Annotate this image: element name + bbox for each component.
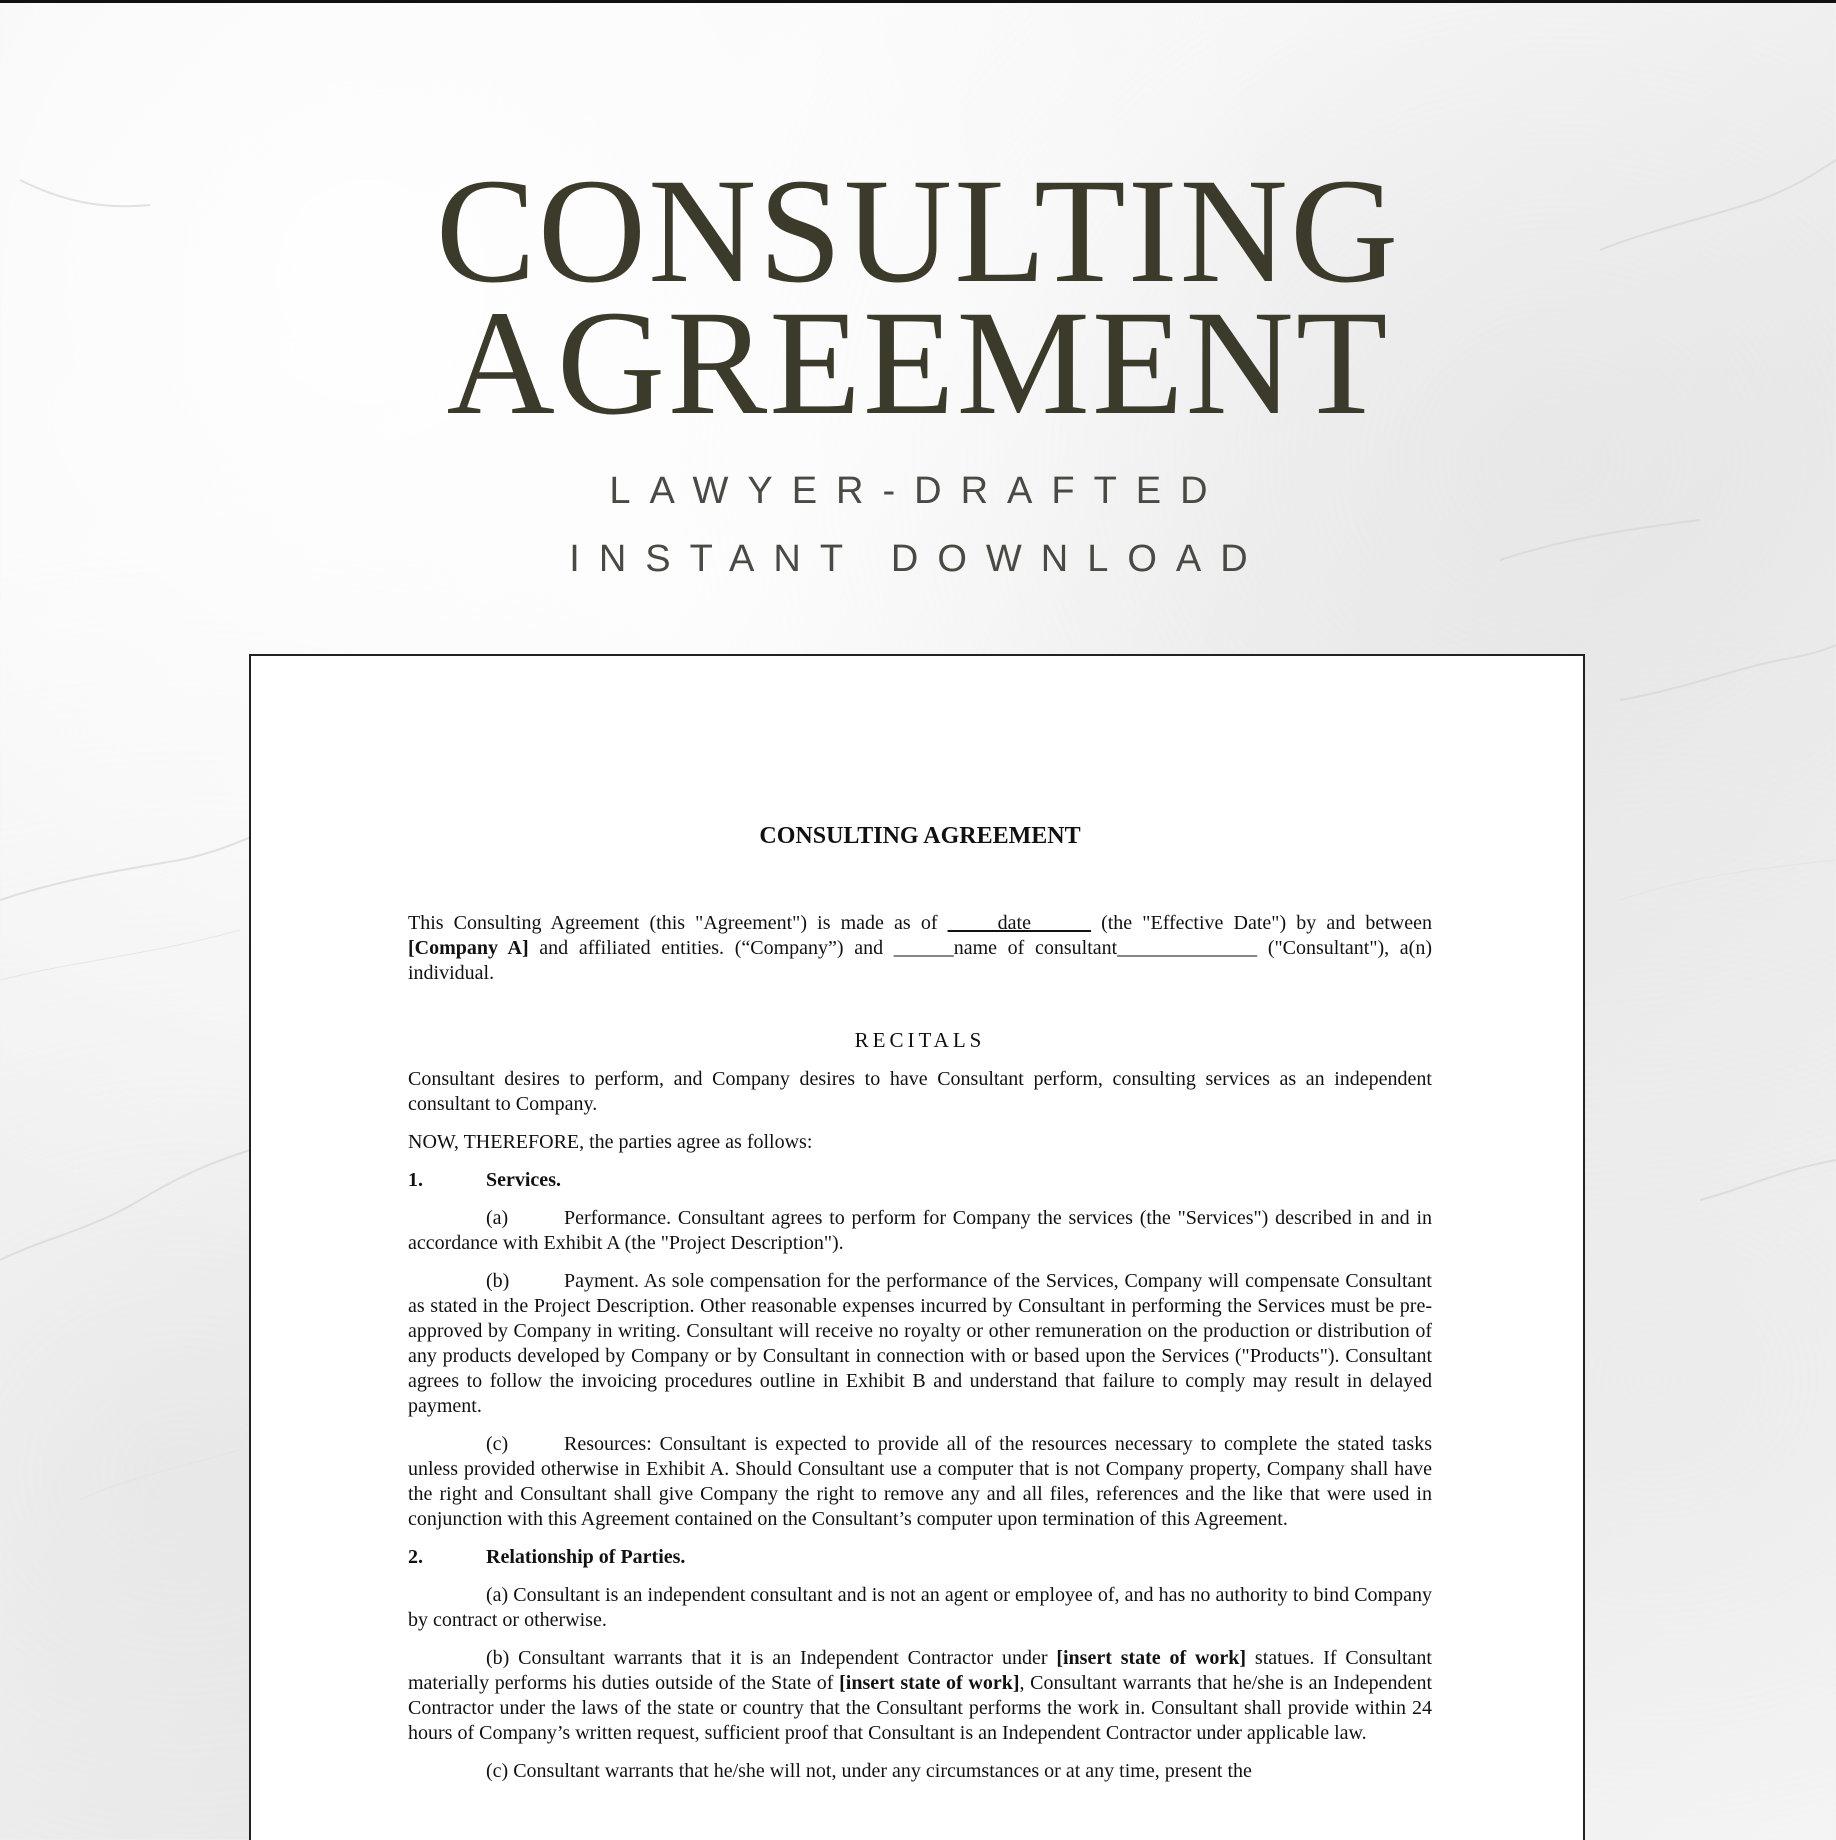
section-2b-paragraph — [408, 1646, 1432, 1746]
state-placeholder-2: [insert state of work] — [839, 1672, 1020, 1694]
title-line-2: AGREEMENT — [446, 280, 1390, 446]
section-2b-text-3: , Consultant warrants that he/she is an Independent Contractor under the laws of the state or country that the Consultant performs the work in. Consultant shall provide within 24 hours of Company’s written request, sufficient proof that Consultant is an Independent Contractor under applicable law. — [408, 1672, 1432, 1744]
company-placeholder: [Company A] — [408, 937, 529, 959]
section-1a-paragraph — [408, 1206, 1432, 1256]
section-2a-paragraph: (a) Consultant is an independent consultant and is not an agent or employee of, and has no authority to bind Company by contract or otherwise. — [408, 1584, 1432, 1631]
section-2-number: 2. — [408, 1546, 423, 1568]
document-title: CONSULTING AGREEMENT — [759, 823, 1081, 849]
title-line-1: CONSULTING — [435, 148, 1401, 314]
section-2-title: Relationship of Parties. — [486, 1546, 686, 1568]
section-1-title: Services. — [486, 1169, 561, 1191]
subtitle-lawyer-drafted: LAWYER-DRAFTED — [609, 470, 1227, 512]
section-1b-text: Payment. As sole compensation for the performance of the Services, Company will compensate Consultant as stated in the Project Description. Other reasonable expenses incurred by Consultant in performing the Services must be pre-approved by Company in writing. Consultant will receive no royalty or other remuneration on the production or distribution of any products developed by Company or by Consultant in connection with or based upon the Services ("Products"). Consultant agrees to follow the invoicing procedures outline in Exhibit B and understand that failure to comply may result in delayed payment. — [408, 1270, 1432, 1417]
section-1a-text: Performance. Consultant agrees to perform for Company the services (the "Services") described in and in accordance with Exhibit A (the "Project Description"). — [408, 1207, 1432, 1254]
document-body — [408, 824, 1432, 1797]
state-placeholder-1: [insert state of work] — [1056, 1647, 1247, 1669]
section-1-heading — [408, 1168, 1432, 1193]
section-1c-text: Resources: Consultant is expected to provide all of the resources necessary to complete the stated tasks unless provided otherwise in Exhibit A. Should Consultant use a computer that is not Company property, Company shall have the right and Consultant shall give Company the right to remove any and all files, references and the like that were used in conjunction with this Agreement contained on the Consultant’s computer upon termination of this Agreement. — [408, 1433, 1432, 1530]
intro-paragraph — [408, 911, 1432, 986]
section-1c-paragraph — [408, 1432, 1432, 1532]
date-field: _____date______ — [947, 912, 1091, 934]
section-1b-paragraph — [408, 1269, 1432, 1419]
product-title — [0, 148, 1836, 446]
recitals-paragraph: Consultant desires to perform, and Company desires to have Consultant perform, consulting services as an independent consultant to Company. — [408, 1068, 1432, 1115]
intro-text-2: (the "Effective Date") by and between — [1090, 912, 1432, 934]
intro-text-3: and affiliated entities. (“Company”) and ______name of consultant______________ ("Consultant"), a(n) individual. — [408, 937, 1432, 984]
top-border-line — [0, 0, 1836, 3]
section-1c-label: (c) — [486, 1433, 509, 1455]
intro-text-1: This Consulting Agreement (this "Agreement") is made as of — [408, 912, 948, 934]
section-1b-label: (b) — [486, 1270, 510, 1292]
now-therefore-paragraph: NOW, THEREFORE, the parties agree as follows: — [408, 1131, 813, 1153]
section-2c-paragraph: (c) Consultant warrants that he/she will not, under any circumstances or at any time, present the — [486, 1760, 1252, 1782]
subtitle-instant-download: INSTANT DOWNLOAD — [569, 538, 1267, 580]
section-1a-label: (a) — [486, 1207, 509, 1229]
section-2b-text-1: (b) Consultant warrants that it is an Independent Contractor under — [486, 1647, 1057, 1669]
recitals-heading: RECITALS — [854, 1028, 986, 1052]
section-2b-text-2: statues. If Consultant materially performs his duties outside of the State of — [408, 1647, 1432, 1694]
section-2-heading — [408, 1545, 1432, 1570]
section-1-number: 1. — [408, 1169, 423, 1191]
document-preview — [249, 654, 1585, 1840]
